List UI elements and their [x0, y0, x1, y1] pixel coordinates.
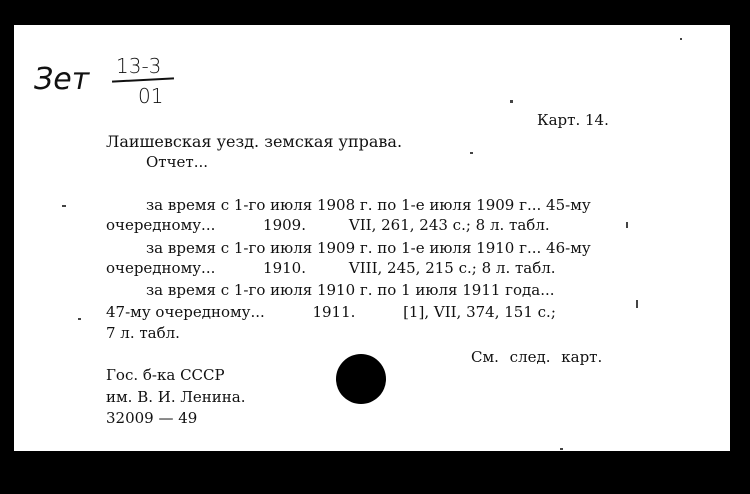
stamp-line-3: 32009 — 49	[106, 409, 198, 427]
entry-1-line-1: за время с 1-го июля 1908 г. по 1-е июля 1909 г... 45-му	[146, 196, 591, 214]
entry-1-line-2: очередному... 1909. VII, 261, 243 с.; 8 л. табл.	[106, 216, 550, 234]
punch-hole	[336, 354, 386, 404]
handwritten-fraction-bottom: 01	[138, 84, 164, 108]
scan-speck	[62, 205, 66, 207]
scan-speck	[636, 300, 638, 308]
handwritten-fraction-top: 13-3	[116, 54, 162, 78]
entry-3-line-1: за время с 1-го июля 1910 г. по 1 июля 1911 года...	[146, 281, 555, 299]
scan-speck	[626, 222, 628, 228]
stamp-line-2: им. В. И. Ленина.	[106, 388, 246, 406]
scan-speck	[680, 38, 682, 40]
scan-speck	[560, 448, 563, 450]
heading: Лаишевская уезд. земская управа.	[106, 132, 403, 151]
entry-3-line-2: 47-му очередному... 1911. [1], VII, 374, 151 с.;	[106, 303, 556, 321]
card-number: Карт. 14.	[537, 111, 609, 129]
see-next-card: См. след. карт.	[471, 348, 603, 366]
scan-speck	[470, 152, 473, 154]
entry-2-line-2: очередному... 1910. VIII, 245, 215 с.; 8 л. табл.	[106, 259, 556, 277]
stamp-line-1: Гос. б-ка СССР	[106, 366, 225, 384]
scan-speck	[510, 100, 513, 103]
entry-3-line-3: 7 л. табл.	[106, 324, 180, 342]
scan-speck	[78, 318, 81, 320]
entry-2-line-1: за время с 1-го июля 1909 г. по 1-е июля 1910 г... 46-му	[146, 239, 591, 257]
subheading: Отчет...	[146, 153, 208, 171]
handwritten-code: Зет	[34, 62, 90, 97]
